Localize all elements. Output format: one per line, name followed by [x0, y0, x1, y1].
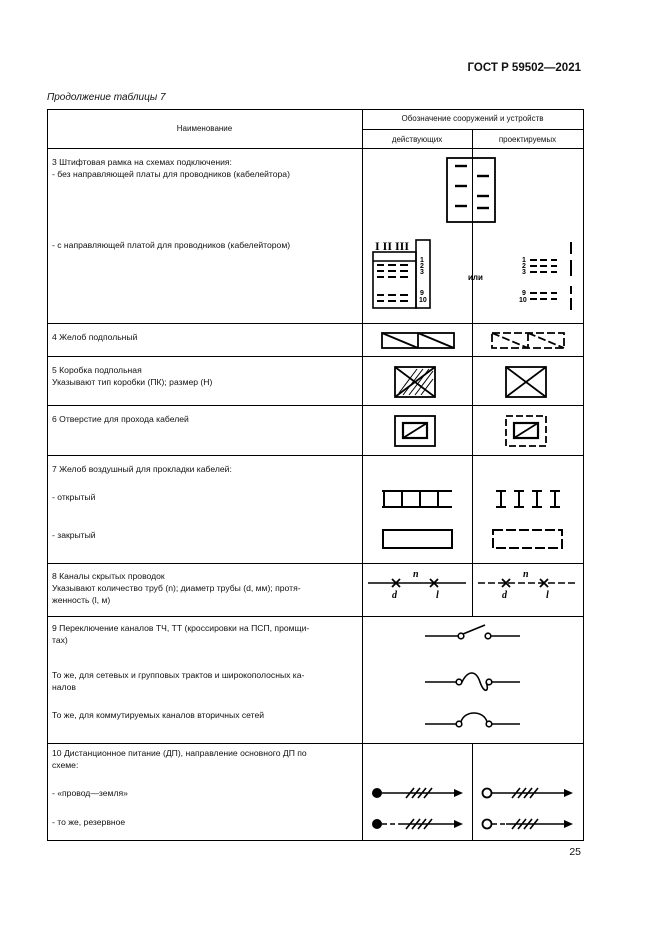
remote-power-reserve-existing-symbol: [368, 814, 468, 834]
pin-label: 9: [420, 290, 424, 297]
document-code: ГОСТ Р 59502—2021: [467, 62, 581, 74]
pin-label: 3: [420, 269, 424, 276]
open-trough-planned-symbol: [493, 488, 573, 510]
floor-trough-existing-symbol: [380, 330, 460, 352]
open-trough-existing-symbol: [380, 488, 460, 510]
row-3-item-b: - с направляющей платой для проводников (кабелейтором): [52, 240, 291, 250]
row-7-title: 7 Желоб воздушный для прокладки кабелей:: [52, 464, 232, 474]
pin-label: 3: [522, 269, 526, 276]
remote-power-main-existing-symbol: [368, 783, 468, 803]
l-label: l: [546, 590, 549, 601]
row-6-title: 6 Отверстие для прохода кабелей: [52, 414, 189, 424]
floor-box-planned-symbol: [504, 365, 550, 399]
row-9-line4: налов: [52, 682, 76, 692]
row-10-title-line1: 10 Дистанционное питание (ДП), направление основного ДП по: [52, 748, 307, 758]
pin-label: 1: [420, 257, 424, 264]
floor-box-existing-symbol: [393, 365, 439, 399]
column-header-planned: проектируемых: [498, 135, 557, 144]
n-label: n: [413, 569, 419, 580]
closed-trough-planned-symbol: [490, 527, 570, 551]
n-label: n: [523, 569, 529, 580]
row-9-line3: То же, для сетевых и групповых трактов и широкополосных ка-: [52, 670, 305, 680]
row-3-title: 3 Штифтовая рамка на схемах подключения:: [52, 157, 232, 167]
column-header-name: Наименование: [176, 124, 233, 133]
row-4-title: 4 Желоб подпольный: [52, 332, 138, 342]
hidden-conduit-planned-symbol: [476, 566, 580, 606]
cable-hole-planned-symbol: [504, 414, 550, 448]
hidden-conduit-existing-symbol: [366, 566, 470, 606]
row-9-line1: 9 Переключение каналов ТЧ, ТТ (кроссировки на ПСП, промщи-: [52, 623, 310, 633]
roman-labels: I II III: [375, 239, 410, 253]
floor-trough-planned-symbol: [490, 330, 570, 352]
row-8-line3: женность (l, м): [52, 595, 111, 605]
pin-label: 10: [519, 297, 527, 304]
switched-channel-symbol: [420, 702, 540, 732]
d-label: d: [392, 590, 397, 601]
column-header-existing: действующих: [391, 135, 443, 144]
table-caption: Продолжение таблицы 7: [47, 92, 166, 103]
row-8-line2: Указывают количество труб (n); диаметр трубы (d, мм); протя-: [52, 583, 301, 593]
pin-label: 2: [420, 263, 424, 270]
closed-trough-existing-symbol: [380, 527, 460, 551]
page-number: 25: [569, 846, 581, 858]
cable-hole-existing-symbol: [393, 414, 439, 448]
row-5-subtitle: Указывают тип коробки (ПК); размер (Н): [52, 377, 213, 387]
pin-label: 9: [522, 290, 526, 297]
row-7-item-b: - закрытый: [52, 530, 96, 540]
row-10-item-b: - то же, резервное: [52, 817, 126, 827]
pin-label: 10: [419, 297, 427, 304]
pin-frame-symbol: [440, 156, 500, 226]
row-9-line5: То же, для коммутируемых каналов вторичных сетей: [52, 710, 265, 720]
row-9-line2: тах): [52, 635, 68, 645]
pin-frame-guide-symbol: [370, 236, 580, 318]
pin-label: 1: [522, 257, 526, 264]
row-3-item-a: - без направляющей платы для проводников (кабелейтора): [52, 169, 290, 179]
row-10-item-a: - «провод—земля»: [52, 788, 128, 798]
pin-label: 2: [522, 263, 526, 270]
channel-switch-symbol: [420, 620, 540, 650]
column-header-group: Обозначение сооружений и устройств: [401, 114, 544, 123]
row-10-title-line2: схеме:: [52, 760, 79, 770]
l-label: l: [436, 590, 439, 601]
row-8-line1: 8 Каналы скрытых проводок: [52, 571, 165, 581]
remote-power-reserve-planned-symbol: [478, 814, 578, 834]
wideband-switch-symbol: [420, 666, 540, 696]
row-7-item-a: - открытый: [52, 492, 96, 502]
or-label: или: [468, 273, 483, 282]
d-label: d: [502, 590, 507, 601]
remote-power-main-planned-symbol: [478, 783, 578, 803]
row-5-title: 5 Коробка подпольная: [52, 365, 142, 375]
